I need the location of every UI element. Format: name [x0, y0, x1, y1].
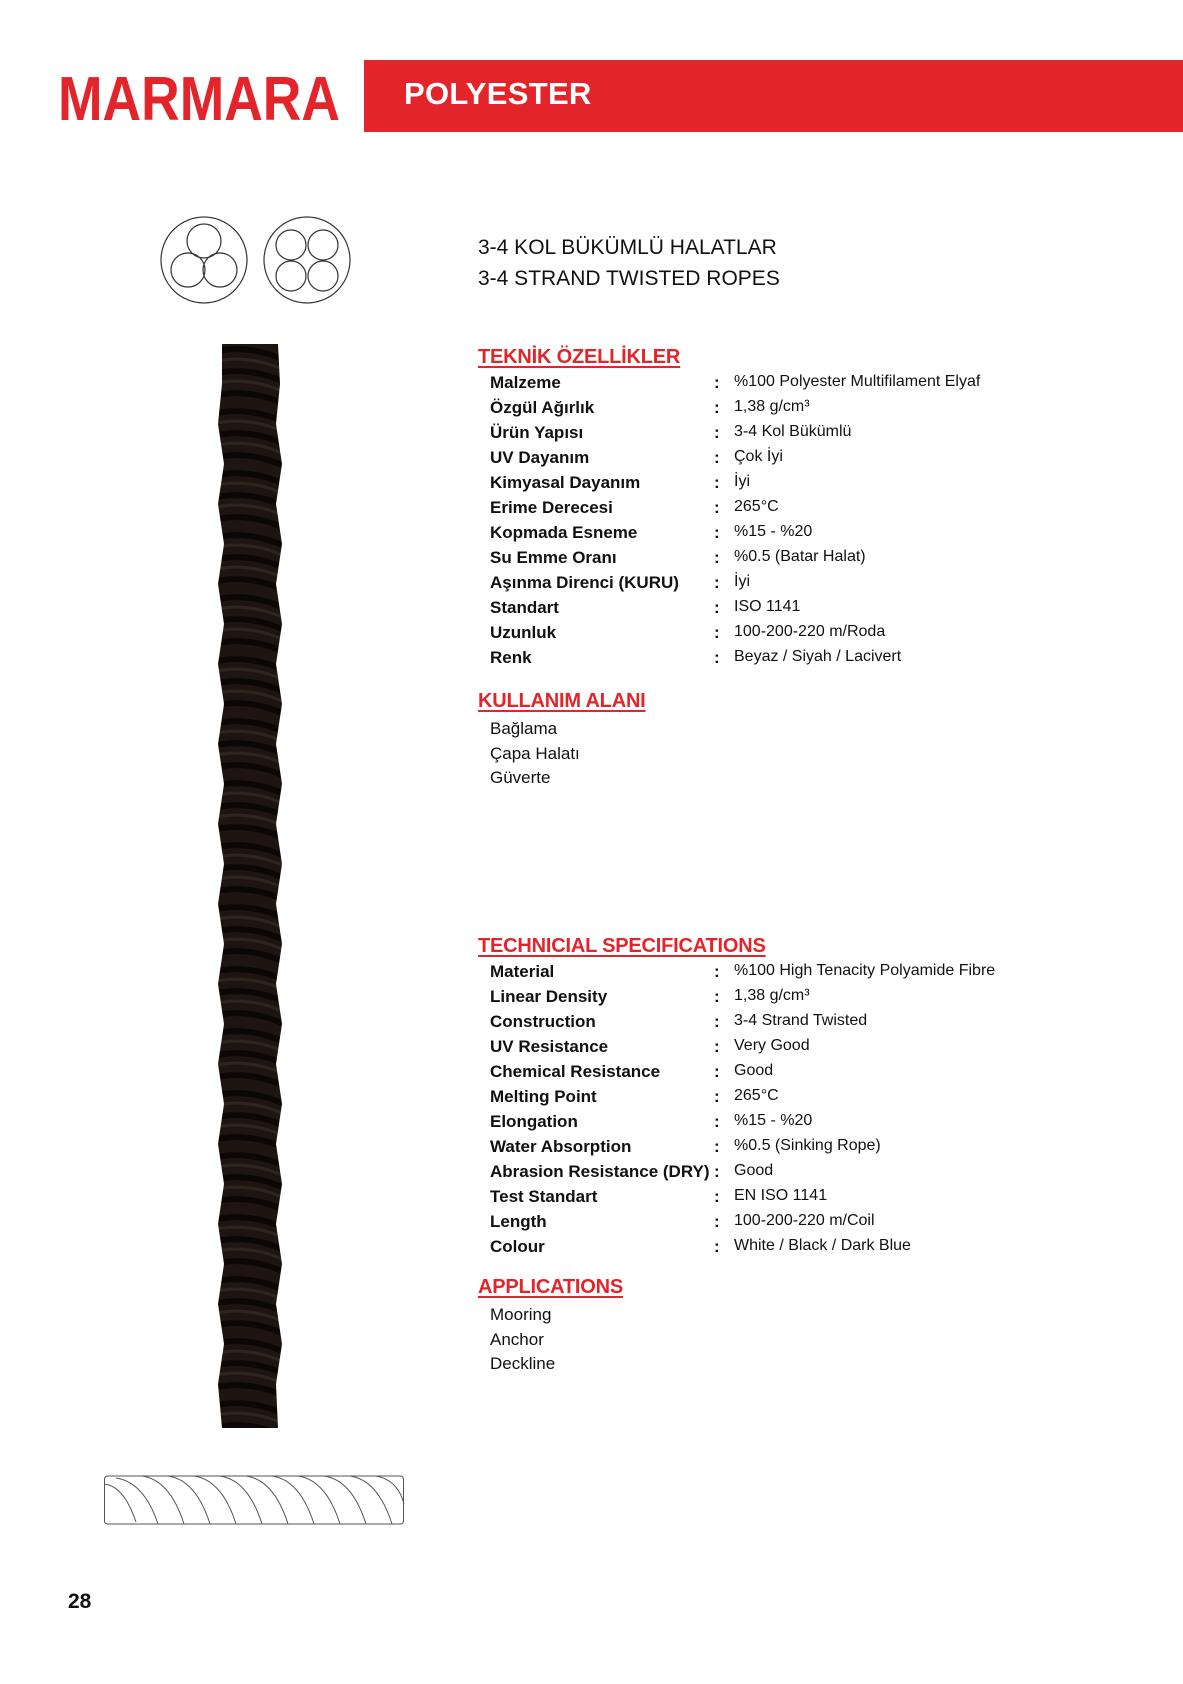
spec-row: [490, 987, 1070, 1012]
spec-label: Özgül Ağırlık: [490, 398, 595, 417]
spec-value: EN ISO 1141: [734, 1187, 828, 1204]
spec-label: UV Dayanım: [490, 448, 590, 467]
spec-value: Good: [734, 1062, 774, 1079]
list-item: Mooring: [490, 1305, 552, 1324]
spec-label: Kopmada Esneme: [490, 523, 638, 542]
product-title-tr: 3-4 KOL BÜKÜMLÜ HALATLAR: [478, 236, 777, 259]
applications-list: [490, 1303, 555, 1377]
spec-separator: :: [714, 373, 720, 392]
four-strand-icon: [264, 217, 350, 303]
spec-label: Water Absorption: [490, 1137, 632, 1156]
spec-row: [490, 448, 1070, 473]
spec-value: 3-4 Kol Bükümlü: [734, 423, 852, 440]
list-item: Çapa Halatı: [490, 743, 580, 763]
spec-label: Su Emme Oranı: [490, 548, 617, 567]
spec-separator: :: [714, 498, 720, 517]
strand-cross-section-icons: [158, 214, 353, 306]
spec-label: Chemical Resistance: [490, 1062, 661, 1081]
spec-row: [490, 1062, 1070, 1087]
spec-row: [490, 1087, 1070, 1112]
specs-table-tr: [490, 373, 1070, 673]
spec-separator: :: [714, 548, 720, 567]
list-item: Anchor: [490, 1329, 544, 1349]
spec-row: [490, 398, 1070, 423]
spec-value: %15 - %20: [734, 1112, 813, 1129]
spec-value: 100-200-220 m/Coil: [734, 1212, 875, 1229]
spec-separator: :: [714, 1087, 720, 1106]
spec-separator: :: [714, 423, 720, 442]
spec-value: 265°C: [734, 1087, 779, 1104]
spec-label: Test Standart: [490, 1187, 598, 1206]
header-title: POLYESTER: [404, 76, 592, 111]
spec-row: [490, 1137, 1070, 1162]
rope-line-drawing: [104, 1474, 404, 1526]
list-item: Bağlama: [490, 719, 558, 738]
product-titles: [478, 232, 780, 294]
svg-text:MARMARA: MARMARA: [58, 65, 340, 134]
spec-value: %100 High Tenacity Polyamide Fibre: [734, 962, 996, 979]
spec-value: 265°C: [734, 498, 779, 515]
spec-separator: :: [714, 473, 720, 492]
spec-separator: :: [714, 1212, 720, 1231]
spec-label: Construction: [490, 1012, 596, 1031]
spec-label: Erime Derecesi: [490, 498, 613, 517]
spec-label: Malzeme: [490, 373, 561, 392]
three-strand-icon: [161, 217, 247, 303]
spec-value: Beyaz / Siyah / Lacivert: [734, 648, 902, 665]
spec-separator: :: [714, 573, 720, 592]
spec-row: [490, 1187, 1070, 1212]
spec-separator: :: [714, 623, 720, 642]
spec-separator: :: [714, 1037, 720, 1056]
spec-row: [490, 1237, 1070, 1262]
spec-label: Colour: [490, 1237, 545, 1256]
spec-row: [490, 423, 1070, 448]
spec-value: 1,38 g/cm³: [734, 987, 810, 1004]
spec-value: White / Black / Dark Blue: [734, 1237, 911, 1254]
spec-label: Abrasion Resistance (DRY): [490, 1162, 710, 1181]
spec-row: [490, 648, 1070, 673]
spec-value: %15 - %20: [734, 523, 813, 540]
spec-label: Ürün Yapısı: [490, 423, 584, 442]
spec-separator: :: [714, 1112, 720, 1131]
spec-row: [490, 623, 1070, 648]
spec-row: [490, 1037, 1070, 1062]
spec-separator: :: [714, 1137, 720, 1156]
spec-separator: :: [714, 598, 720, 617]
spec-separator: :: [714, 1012, 720, 1031]
spec-row: [490, 523, 1070, 548]
spec-value: %100 Polyester Multifilament Elyaf: [734, 373, 981, 390]
spec-separator: :: [714, 1187, 720, 1206]
spec-row: [490, 373, 1070, 398]
spec-separator: :: [714, 1237, 720, 1256]
spec-value: İyi: [734, 573, 750, 590]
spec-label: Material: [490, 962, 555, 981]
spec-separator: :: [714, 962, 720, 981]
spec-value: 1,38 g/cm³: [734, 398, 810, 415]
spec-row: [490, 962, 1070, 987]
list-item: Deckline: [490, 1354, 556, 1373]
spec-value: Çok İyi: [734, 448, 783, 465]
spec-value: %0.5 (Batar Halat): [734, 548, 866, 565]
specs-table-en: [490, 962, 1070, 1262]
spec-value: İyi: [734, 473, 750, 490]
spec-separator: :: [714, 1162, 720, 1181]
header-band: [364, 60, 1183, 132]
spec-separator: :: [714, 648, 720, 667]
spec-row: [490, 1162, 1070, 1187]
spec-label: Melting Point: [490, 1087, 597, 1106]
section-heading-applications: APPLICATIONS: [478, 1276, 624, 1298]
spec-label: Renk: [490, 648, 532, 667]
rope-image: [214, 344, 286, 1428]
page-number: 28: [68, 1590, 92, 1613]
marmara-logo: [58, 65, 340, 134]
spec-separator: :: [714, 398, 720, 417]
spec-row: [490, 573, 1070, 598]
spec-row: [490, 498, 1070, 523]
section-heading-technical: TECHNICIAL SPECIFICATIONS: [478, 935, 766, 957]
spec-label: Aşınma Direnci (KURU): [490, 573, 679, 592]
section-heading-kullanim: KULLANIM ALANI: [478, 690, 646, 712]
spec-value: Good: [734, 1162, 774, 1179]
spec-label: UV Resistance: [490, 1037, 609, 1056]
spec-label: Kimyasal Dayanım: [490, 473, 641, 492]
spec-row: [490, 473, 1070, 498]
spec-separator: :: [714, 448, 720, 467]
product-title-en: 3-4 STRAND TWISTED ROPES: [478, 267, 780, 290]
spec-value: ISO 1141: [734, 598, 801, 615]
section-heading-teknik: TEKNİK ÖZELLİKLER: [478, 346, 681, 368]
spec-label: Linear Density: [490, 987, 608, 1006]
spec-value: Very Good: [734, 1037, 810, 1054]
spec-row: [490, 548, 1070, 573]
spec-row: [490, 1212, 1070, 1237]
spec-separator: :: [714, 987, 720, 1006]
spec-row: [490, 1012, 1070, 1037]
spec-label: Uzunluk: [490, 623, 557, 642]
spec-separator: :: [714, 523, 720, 542]
spec-label: Standart: [490, 598, 559, 617]
spec-value: 100-200-220 m/Roda: [734, 623, 886, 640]
spec-value: %0.5 (Sinking Rope): [734, 1137, 881, 1154]
spec-value: 3-4 Strand Twisted: [734, 1012, 868, 1029]
usage-list-tr: [490, 717, 580, 791]
spec-separator: :: [714, 1062, 720, 1081]
spec-row: [490, 1112, 1070, 1137]
spec-row: [490, 598, 1070, 623]
spec-label: Elongation: [490, 1112, 578, 1131]
spec-label: Length: [490, 1212, 547, 1231]
list-item: Güverte: [490, 768, 551, 787]
